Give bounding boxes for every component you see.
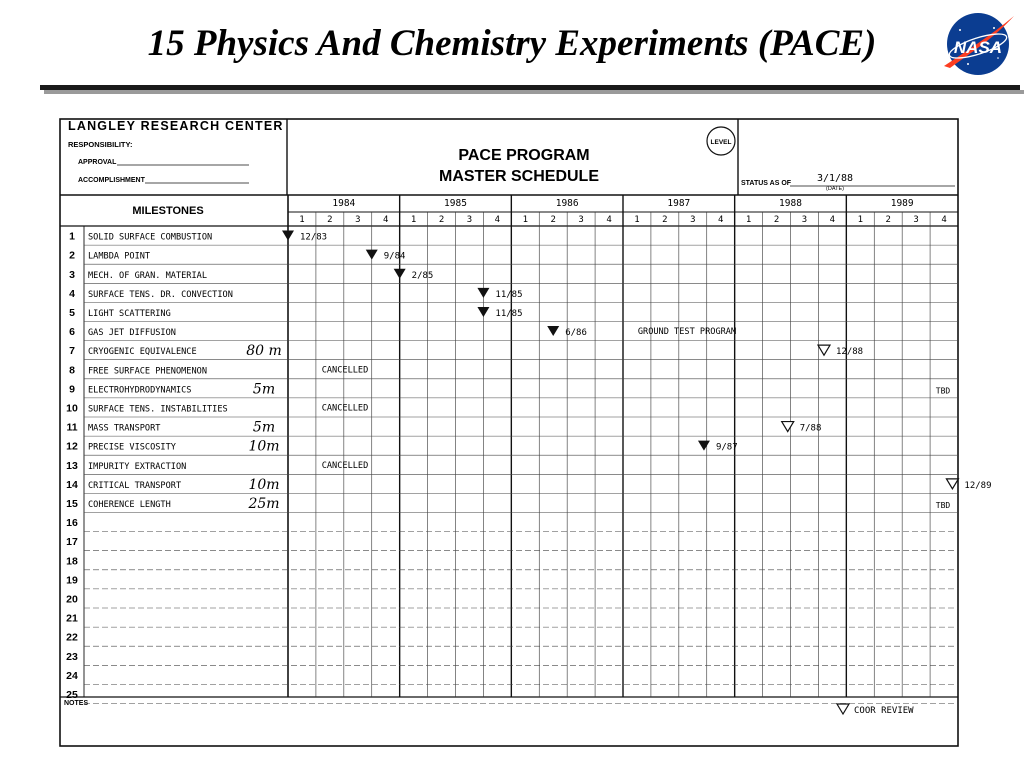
slide-title: 15 Physics And Chemistry Experiments (PACE) [147, 23, 877, 64]
handwritten-length: 25m [248, 495, 280, 512]
quarter-label: 1 [522, 215, 529, 225]
milestone-number: 10 [66, 402, 78, 415]
quarter-label: 4 [382, 215, 389, 225]
quarter-label: 2 [550, 215, 556, 225]
milestone-label: MECH. OF GRAN. MATERIAL [88, 270, 207, 281]
quarter-label: 3 [801, 215, 808, 225]
milestone-date: 12/83 [300, 232, 328, 243]
milestone-triangle-filled [477, 307, 489, 317]
milestone-number: 23 [66, 650, 78, 663]
milestone-number: 15 [66, 497, 78, 510]
handwritten-length: 80 m [246, 343, 282, 360]
quarter-label: 2 [438, 215, 445, 225]
milestone-label: PRECISE VISCOSITY [88, 442, 176, 453]
milestone-triangle-open [782, 422, 794, 432]
approval-label: APPROVAL [78, 159, 117, 166]
milestone-label: ELECTROHYDRODYNAMICS [88, 385, 192, 396]
quarter-label: 4 [717, 215, 724, 225]
legend-label: COOR REVIEW [854, 706, 914, 716]
milestone-number: 2 [69, 249, 75, 262]
org-name: LANGLEY RESEARCH CENTER [68, 119, 284, 133]
ground-test-note: GROUND TEST PROGRAM [637, 327, 737, 338]
year-label: 1988 [779, 198, 802, 209]
milestone-number: 11 [66, 421, 78, 434]
milestone-triangle-open [946, 479, 958, 489]
legend-open-triangle [837, 704, 849, 714]
milestone-number: 19 [66, 574, 78, 587]
milestone-label: COHERENCE LENGTH [88, 499, 171, 510]
status-label: STATUS AS OF [741, 180, 792, 187]
quarter-label: 4 [829, 215, 836, 225]
milestone-number: 13 [66, 459, 78, 472]
milestone-number: 12 [66, 440, 78, 453]
milestone-date: 11/85 [495, 289, 523, 300]
milestone-number: 7 [69, 345, 75, 358]
milestone-label: GAS JET DIFFUSION [88, 328, 176, 339]
milestone-triangle-filled [477, 288, 489, 298]
year-label: 1986 [555, 198, 579, 209]
milestones-header: MILESTONES [132, 205, 204, 217]
milestone-label: IMPURITY EXTRACTION [88, 461, 187, 472]
milestone-date: 12/88 [836, 347, 864, 358]
status-date: 3/1/88 [816, 173, 854, 184]
milestone-label: LIGHT SCATTERING [88, 308, 171, 319]
year-label: 1984 [332, 198, 356, 209]
tbd-note: TBD [935, 386, 951, 396]
quarter-label: 3 [578, 215, 584, 225]
cancelled-note: CANCELLED [321, 460, 369, 471]
milestone-number: 14 [66, 478, 78, 491]
milestone-triangle-open [818, 345, 830, 355]
milestone-triangle-filled [698, 441, 710, 451]
milestone-number: 8 [69, 364, 75, 377]
milestone-number: 4 [69, 287, 75, 300]
accomplishment-label: ACCOMPLISHMENT [78, 177, 145, 184]
handwritten-length: 10m [248, 476, 280, 493]
milestone-date: 9/87 [715, 442, 738, 453]
schedule-title-line2: MASTER SCHEDULE [438, 168, 600, 185]
quarter-label: 4 [941, 215, 947, 225]
milestone-triangle-filled [547, 326, 559, 336]
milestone-triangle-filled [394, 269, 406, 279]
quarter-label: 4 [606, 215, 612, 225]
milestone-number: 3 [69, 268, 75, 281]
quarter-label: 3 [913, 215, 919, 225]
cancelled-note: CANCELLED [321, 403, 369, 414]
notes-label: NOTES [64, 700, 89, 707]
quarter-label: 2 [885, 215, 891, 225]
quarter-label: 1 [410, 215, 417, 225]
milestone-number: 24 [66, 669, 78, 682]
year-label: 1987 [667, 198, 691, 209]
date-caption: (DATE) [826, 186, 844, 192]
quarter-label: 2 [773, 215, 780, 225]
quarter-label: 1 [857, 215, 864, 225]
milestone-triangle-filled [366, 250, 378, 260]
responsibility-label: RESPONSIBILITY: [68, 140, 133, 149]
milestone-number: 25 [66, 688, 78, 701]
milestone-date: 2/85 [411, 270, 434, 281]
year-label: 1989 [890, 198, 914, 209]
milestone-number: 5 [69, 306, 75, 319]
milestone-date: 11/85 [495, 308, 523, 319]
quarter-label: 2 [327, 215, 333, 225]
quarter-label: 1 [745, 215, 752, 225]
milestone-number: 22 [66, 631, 78, 644]
quarter-label: 4 [494, 215, 501, 225]
milestone-triangle-filled [282, 231, 294, 241]
level-label: LEVEL [710, 139, 732, 146]
milestone-number: 1 [69, 230, 75, 243]
quarter-label: 3 [690, 215, 696, 225]
milestone-label: MASS TRANSPORT [88, 423, 161, 434]
schedule-title-line1: PACE PROGRAM [458, 147, 590, 164]
milestone-number: 6 [69, 326, 75, 339]
milestone-label: FREE SURFACE PHENOMENON [88, 366, 207, 377]
milestone-label: CRYOGENIC EQUIVALENCE [88, 347, 197, 358]
cancelled-note: CANCELLED [321, 365, 369, 376]
milestone-date: 7/88 [799, 423, 822, 434]
quarter-label: 2 [662, 215, 668, 225]
milestone-label: CRITICAL TRANSPORT [88, 480, 182, 491]
tbd-note: TBD [935, 500, 951, 510]
milestone-number: 20 [66, 593, 78, 606]
milestone-label: SURFACE TENS. DR. CONVECTION [88, 289, 233, 300]
handwritten-length: 5m [252, 381, 276, 398]
milestone-number: 16 [66, 517, 78, 530]
milestone-date: 9/84 [383, 251, 406, 262]
milestone-date: 12/89 [964, 480, 992, 491]
milestone-number: 18 [66, 555, 78, 568]
milestone-label: SOLID SURFACE COMBUSTION [88, 232, 213, 243]
nasa-logo-text: NASA [953, 38, 1003, 57]
milestone-number: 9 [69, 383, 75, 396]
quarter-label: 3 [466, 215, 473, 225]
milestone-date: 6/86 [565, 328, 587, 339]
milestone-number: 21 [66, 612, 78, 625]
quarter-label: 1 [299, 215, 305, 225]
quarter-label: 1 [634, 215, 640, 225]
year-label: 1985 [444, 198, 467, 209]
handwritten-length: 10m [248, 438, 280, 455]
milestone-label: LAMBDA POINT [88, 251, 151, 262]
quarter-label: 3 [355, 215, 361, 225]
milestone-number: 17 [66, 536, 78, 549]
milestone-label: SURFACE TENS. INSTABILITIES [88, 404, 228, 415]
handwritten-length: 5m [252, 419, 276, 436]
